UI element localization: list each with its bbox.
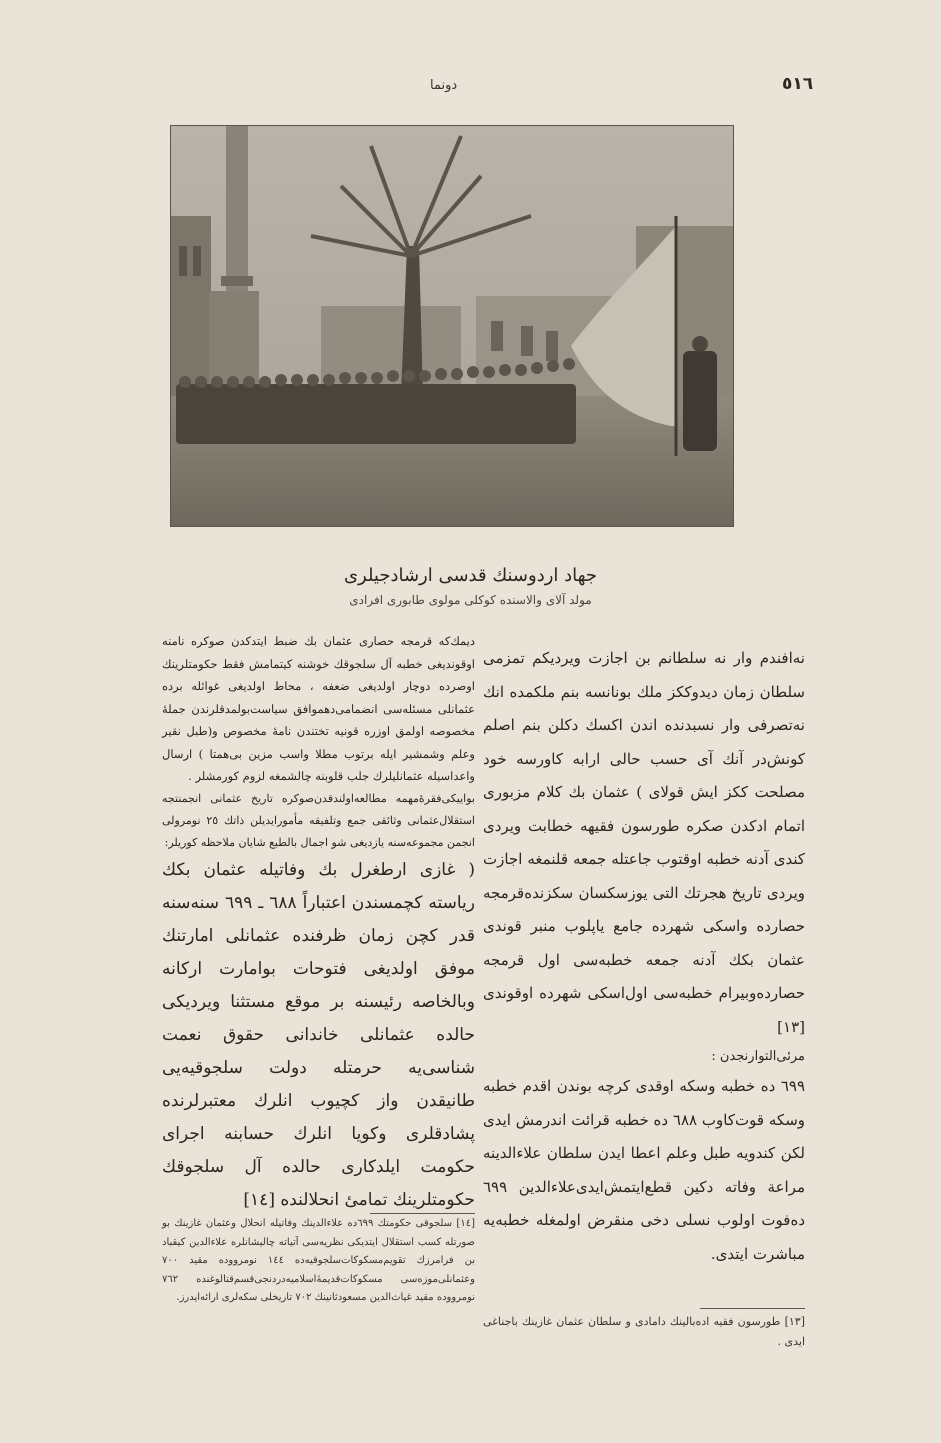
photo-caption: جهاد اردوسنك قدسی ارشادجیلری [343,565,598,586]
photograph [170,125,734,527]
left-intro-paragraph: دیمك‌که قرمجه حصاری عثمان بك ضبط ایتدکدن صوکره نامنه اوقوندیغی خطبه آل سلجوقك خوشنه کیتمامش فقط حکومتلرینك اوصرده دوچار اولدیغی ضعفه ، محاط اولدیغی غوائله برده عثمانلی مسئله‌سی انضمامی‌دهموافق سیاست‌بولمدقلرندن جملهٔ مخصوصه اولمق اوزره قونیه تختندن نامهٔ مخصوص و(طبل نقیر وعلم وشمشیر ایله برتوب مطلا واسب مزین بی‌همتا ) ارسال واعداسیله عثمانلیلرك جلب قلوبنه چالشمغه لزوم کورمشلر . [162,634,475,783]
footnote-left [162,1215,475,1308]
right-column [483,642,805,1271]
footnote-rule-right [700,1308,805,1309]
footnote-13: [١٣] طورسون فقیه اده‌بالینك دامادی و سلطان عثمان غازینك باجناغی ایدی . [483,1315,805,1348]
footnote-14: [١٤] سلجوقی حکومتك ٦٩٩ده علاءالدینك وفاتیله انحلال وعثمان غازینك بو صورتله کسب استقلال ایتدیکی نظریه‌سی آتیاته چالیشانلره علاءالدین کیقباد بن فرامرزك تقویم‌مسکوکات‌سلجوقیه‌ده ١٤٤ نومرووده مقید ٧٠٠ وعثمانلی‌موزه‌سی مسکوکات‌قدیمهٔ‌اسلامیه‌دردنجی‌قسم‌قتالوغنده ٧٦٢ نومرووده مقید غیاث‌الدین مسعودثانینك ٧٠٢ تاریخلی سکه‌لری ارائه‌ایدرز. [162,1218,475,1303]
photo-subcaption: مولد آلای والاسنده کوکلی مولوی طابوری افرادی [349,593,592,607]
right-paragraph-2: مرئی‌التوارنجدن : [711,1049,805,1064]
running-title: دونما [430,78,458,93]
right-paragraph-1: نه‌افندم وار نه سلطانم بن اجازت ویردیکم تمزمی سلطان زمان دیدوککز ملك بونانسه بنم ملکمده انك نه‌تصرفی وار نسبدنده اندن اکسك دکلن بنم اصلم کونش‌در آنك آی حسب حالی ارابه کاورسه خود مصلحت ککز ایش قولای ) عثمان بك کلام مزبوری اتمام ادکدن صکره طورسون فقیهه خطابت ویردی کندی آدنه خطبه اوقتوب جاعتله جمعه قلنمغه اجازت ویردی تاریخ هجرتك التی یوزسکسان سکزنده‌قرمجه حصارده واسکی شهرده جامع یاپلوب منبر قوندی عثمان بکك آدنه جمعه خطبه‌سی اول قرمجه حصارده‌وبیرام خطبه‌سی اول‌اسکی شهرده اوقوندی [١٣] [483,649,805,1036]
left-note-paragraph: بواییکی‌فقرهٔ‌مهمه مطالعه‌اولندقدن‌صوکره تاریخ عثمانی انجمنتجه استقلال‌عثمانی وثائقی جمع وتلفیقه مأمورایدیلن ذاتك ٢٥ نومرولی انجمن مجموعه‌سنه یازدیغی شو اجمال بالطبع شایان ملاحظه کوریلر: [162,791,475,849]
footnote-rule-left [370,1213,475,1214]
photograph-icon [171,126,733,526]
left-quote-paragraph: ( غازی ارطغرل بك وفاتیله عثمان بکك ریاسته کچمسندن اعتباراً ٦٨٨ ـ ٦٩٩ سنه‌سنه قدر کچن زمان ظرفنده عثمانلی امارتنك موفق اولدیغی فتوحات بوامارت ارکانه وبالخاصه رئیسنه بر موقع مستثنا ویردیکی حالده عثمانلی خاندانی حقوق نعمت شناسی‌یه حرمتله دولت سلجوقیه‌یی طانیقدن واز کچیوب انلرك معتبرلرنده پشادقلری وکویا انلرك حسابنه اجرای حکومت ایلدکاری حالده آل سلجوقك حکومتلرینك تمامیٔ انحلالنده [١٤] [162,859,475,1210]
page-number: ٥١٦ [782,74,814,94]
left-column [162,630,475,1217]
footnote-right [483,1312,805,1352]
right-paragraph-3: ٦٩٩ ده خطبه وسکه اوقدی کرچه بوندن اقدم خطبه وسکه قوت‌کاوب ٦٨٨ ده خطبه قرائت اندرمش ایدی لکن کندویه طبل وعلم اعطا ایدن سلطان علاءالدینه مراعة وفاته دکین قطع‌ایتمش‌ایدی‌علاءالدین ٦٩٩ ده‌فوت اولوب نسلی دخی منقرض اولمغله خطبه‌یه مباشرت ایتدی. [483,1077,806,1263]
